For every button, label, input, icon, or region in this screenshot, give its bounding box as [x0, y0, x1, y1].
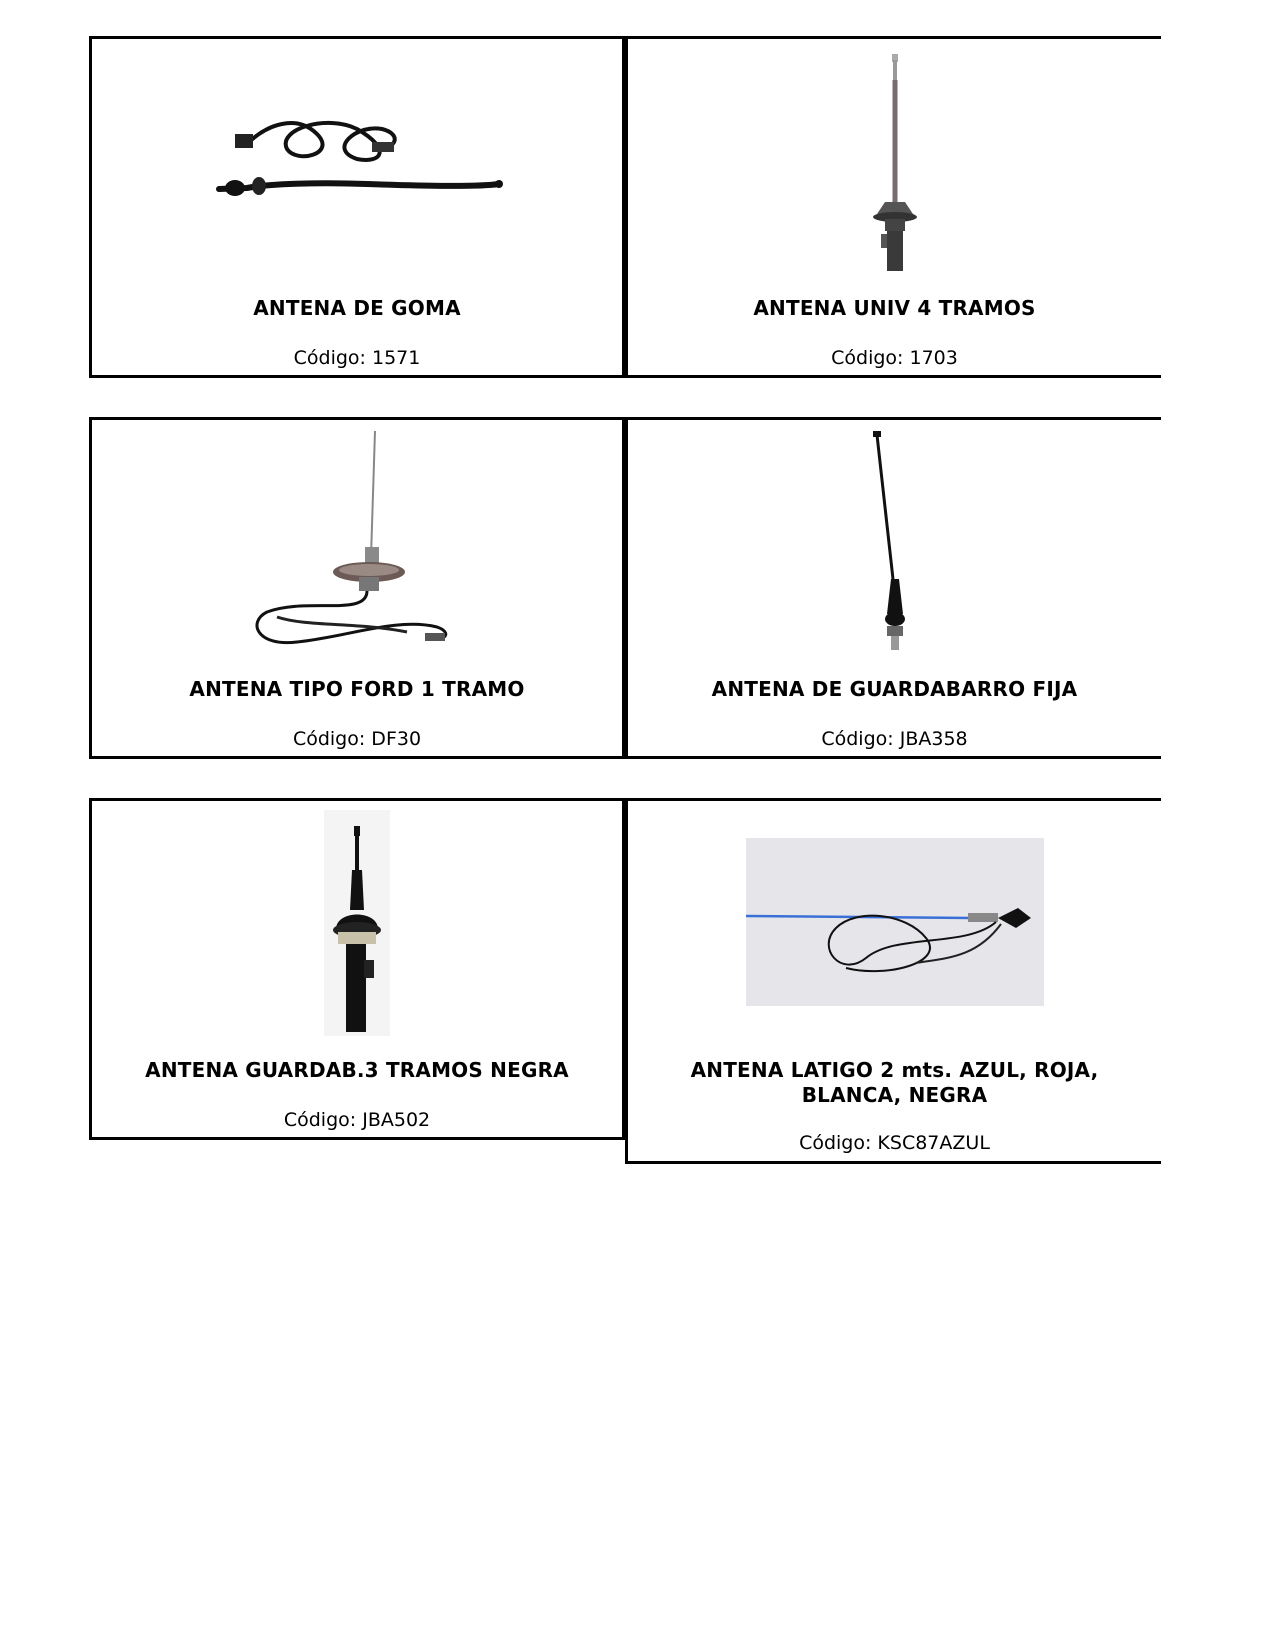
black-fender-antenna-photo: [92, 809, 622, 1037]
product-name: ANTENA DE GOMA: [253, 296, 461, 320]
product-card: [89, 798, 625, 1140]
product-card: [89, 417, 625, 759]
whip-antenna-photo: [628, 837, 1161, 1007]
product-code: Código: KSC87AZUL: [799, 1132, 990, 1154]
fixed-fender-antenna-photo: [628, 428, 1161, 656]
product-name: ANTENA LATIGO 2 mts. AZUL, ROJA, BLANCA, NEGRA: [690, 1058, 1099, 1107]
product-name: ANTENA DE GUARDABARRO FIJA: [711, 677, 1078, 701]
product-card: [625, 798, 1161, 1164]
rubber-antenna-photo: [92, 99, 622, 209]
product-name: ANTENA GUARDAB.3 TRAMOS NEGRA: [145, 1058, 569, 1082]
product-code: Código: 1703: [831, 347, 958, 369]
product-name: ANTENA UNIV 4 TRAMOS: [753, 296, 1036, 320]
product-code: Código: JBA502: [283, 1109, 431, 1131]
ford-antenna-photo: [92, 426, 622, 658]
telescopic-antenna-photo: [628, 49, 1161, 274]
product-code: Código: DF30: [292, 728, 422, 750]
product-card: [625, 417, 1161, 759]
product-code: Código: JBA358: [821, 728, 968, 750]
product-code: Código: 1571: [293, 347, 421, 369]
product-name: ANTENA TIPO FORD 1 TRAMO: [189, 677, 525, 701]
product-card: [625, 36, 1161, 378]
product-card: [89, 36, 625, 378]
